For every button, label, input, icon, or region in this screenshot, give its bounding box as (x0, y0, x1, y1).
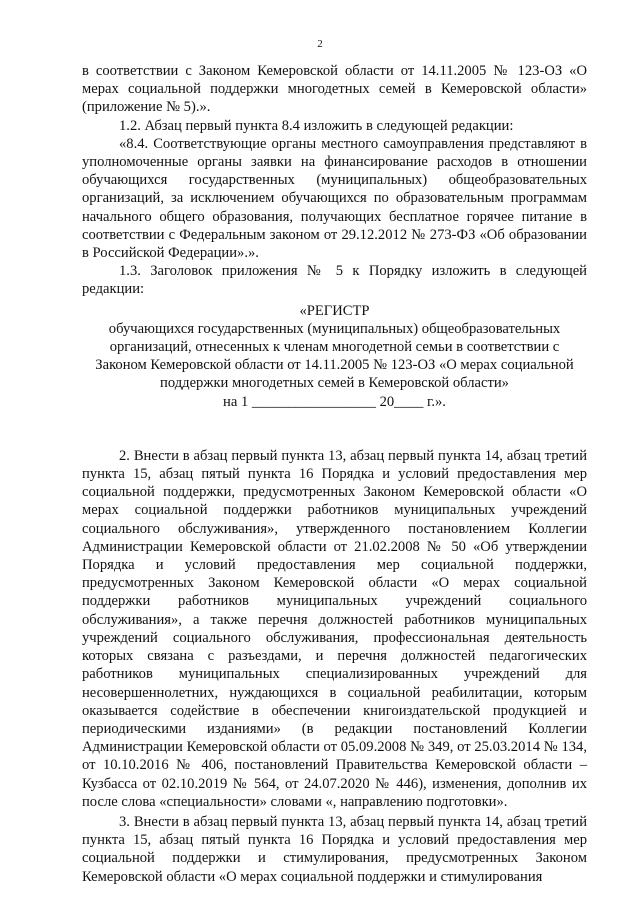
paragraph-1-3: 1.3. Заголовок приложения № 5 к Порядку изложить в следующей редакции: (82, 263, 587, 298)
register-title-line-1: «РЕГИСТР (299, 302, 370, 319)
paragraph-1-2: 1.2. Абзац первый пункта 8.4 изложить в следующей редакции: (119, 117, 514, 134)
register-title-line-2: обучающихся государственных (муниципальных) общеобразовательных (108, 320, 561, 337)
register-title (82, 302, 587, 411)
document-body (82, 62, 587, 886)
section-spacer (82, 411, 587, 447)
page-number: 2 (317, 38, 323, 50)
paragraph-2: 2. Внести в абзац первый пункта 13, абзац первый пункта 14, абзац третий пункта 15, абзац пятый пункта 16 Порядка и условий предоставления мер социальной поддержки, предусмотренных Законом Кемеровской области «О мерах социальной поддержки работников муниципальных учреждений социального обслуживания», утвержденного постановлением Коллегии Администрации Кемеровской области от 21.02.2008 № 50 «Об утверждении Порядка и условий предоставления мер социальной поддержки, предусмотренных Законом Кемеровской области «О мерах социальной поддержки работников муниципальных учреждений социального обслуживания», а также перечня должностей работников муниципальных учреждений социального обслуживания, профессиональная деятельность которых связана с разъездами, и перечня должностей педагогических работников муниципальных специализированных учреждений для несовершеннолетних, нуждающихся в социальной реабилитации, которым оказывается содействие в обеспечении книгоиздательской продукцией и периодическими изданиями» (в редакции постановлений Коллегии Администрации Кемеровской области от 05.09.2008 № 349, от 25.03.2014 № 134, от 10.10.2016 № 406, постановлений Правительства Кемеровской области – Кузбасса от 02.10.2019 № 564, от 24.07.2020 № 446), изменения, дополнив их после слова «специальности» словами «, направлению подготовки». (82, 447, 587, 810)
paragraph-3: 3. Внести в абзац первый пункта 13, абзац первый пункта 14, абзац третий пункта 15, абзац пятый пункта 16 Порядка и условий предоставления мер социальной поддержки и стимулирования, предусмотренных Законом Кемеровской области «О мерах социальной поддержки и стимулирования (82, 813, 587, 885)
register-title-line-4: Законом Кемеровской области от 14.11.2005 № 123-ОЗ «О мерах социальной (95, 357, 574, 374)
paragraph-law-reference: в соответствии с Законом Кемеровской области от 14.11.2005 № 123-ОЗ «О мерах социальной поддержки многодетных семей в Кемеровской области» (приложение № 5).». (82, 63, 587, 116)
register-title-line-5: поддержки многодетных семей в Кемеровской области» (160, 375, 509, 392)
register-title-date-line: на 1 _________________ 20____ г.». (223, 393, 446, 410)
paragraph-8-4-quote: «8.4. Соответствующие органы местного самоуправления представляют в уполномоченные органы заявки на финансирование расходов в отношении обучающихся государственных (муниципальных) общеобразовательных организаций, за исключением обучающихся по образовательным программам начального общего образования, получающих бесплатное горячее питание в соответствии с Федеральным законом от 29.12.2012 № 273-ФЗ «Об образовании в Российской Федерации».». (82, 135, 587, 262)
register-title-line-3: организаций, отнесенных к членам многодетной семьи в соответствии с (109, 339, 560, 356)
